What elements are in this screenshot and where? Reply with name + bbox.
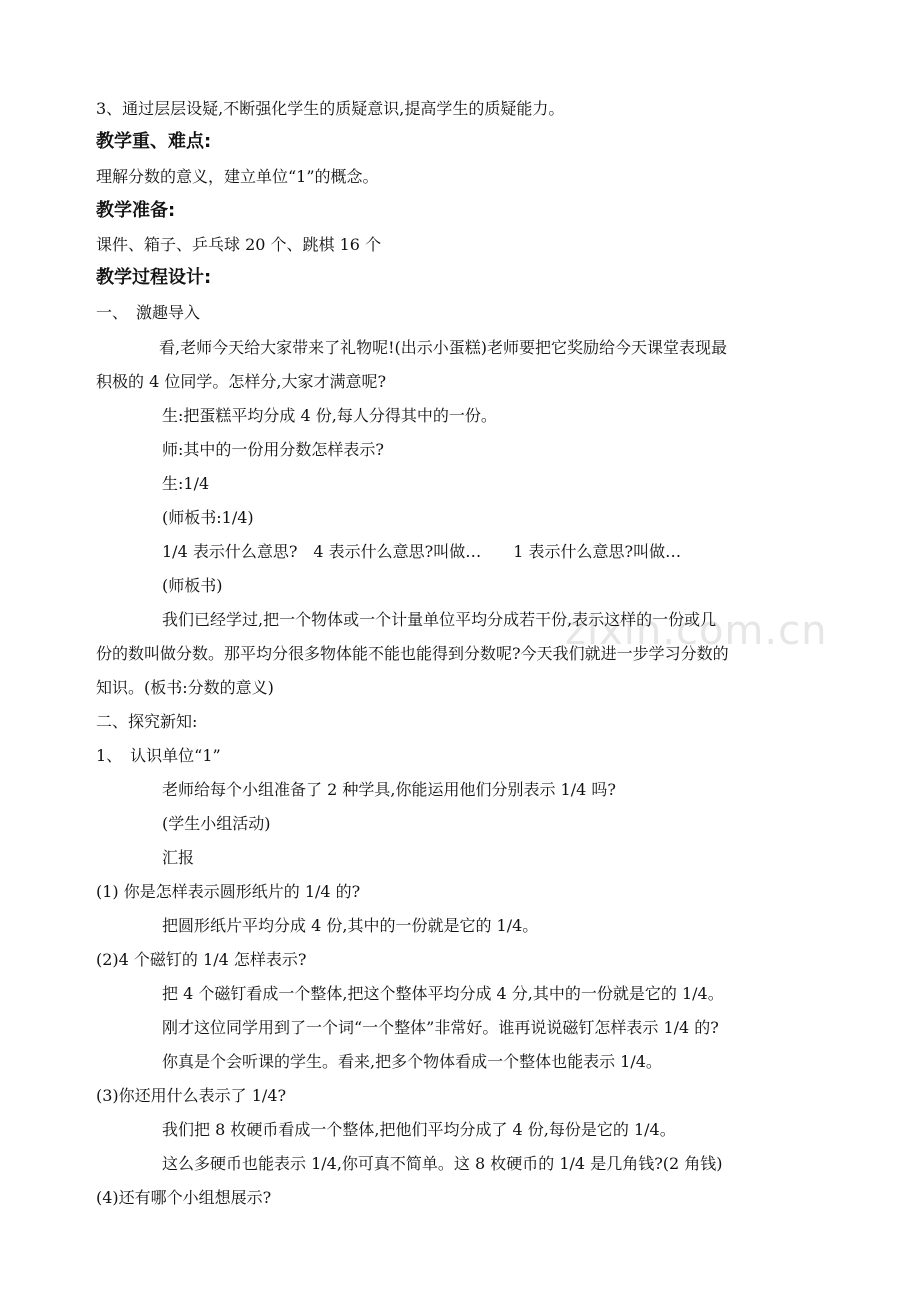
paragraph-line: 我们已经学过,把一个物体或一个计量单位平均分成若干份,表示这样的一份或几 (162, 610, 717, 629)
question-item: (3)你还用什么表示了 1/4? (96, 1086, 287, 1105)
watermark: zixin.com.cn (565, 608, 828, 654)
paragraph-line: 汇报 (162, 848, 195, 867)
answer-line: 你真是个会听课的学生。看来,把多个物体看成一个整体也能表示 1/4。 (162, 1052, 662, 1071)
answer-line: 把圆形纸片平均分成 4 份,其中的一份就是它的 1/4。 (162, 916, 539, 935)
answer-line: 这么多硬币也能表示 1/4,你可真不简单。这 8 枚硬币的 1/4 是几角钱?(2 角钱) (162, 1154, 723, 1173)
paragraph-line: 老师给每个小组准备了 2 种学具,你能运用他们分别表示 1/4 吗? (162, 780, 616, 799)
dialogue-line: (师板书:1/4) (162, 508, 254, 527)
preparation-text: 课件、箱子、乒乓球 20 个、跳棋 16 个 (96, 235, 382, 254)
subsection-title: 1、 认识单位“1” (96, 746, 221, 765)
paragraph-line: 积极的 4 位同学。怎样分,大家才满意呢? (96, 372, 387, 391)
dialogue-line: (师板书) (162, 576, 223, 595)
dialogue-line: 1/4 表示什么意思? 4 表示什么意思?叫做… 1 表示什么意思?叫做… (162, 542, 682, 561)
answer-line: 我们把 8 枚硬币看成一个整体,把他们平均分成了 4 份,每份是它的 1/4。 (162, 1120, 676, 1139)
answer-line: 刚才这位同学用到了一个词“一个整体”非常好。谁再说说磁钉怎样表示 1/4 的? (162, 1018, 719, 1037)
dialogue-line: 生:1/4 (162, 474, 210, 493)
heading-key-points: 教学重、难点: (96, 131, 212, 152)
heading-process: 教学过程设计: (96, 267, 212, 288)
heading-preparation: 教学准备: (96, 200, 176, 221)
question-item: (4)还有哪个小组想展示? (96, 1188, 272, 1207)
question-item: (1) 你是怎样表示圆形纸片的 1/4 的? (96, 882, 361, 901)
answer-line: 把 4 个磁钉看成一个整体,把这个整体平均分成 4 分,其中的一份就是它的 1/4。 (162, 984, 724, 1003)
key-points-text: 理解分数的意义，建立单位“1”的概念。 (96, 167, 379, 186)
dialogue-line: 生:把蛋糕平均分成 4 份,每人分得其中的一份。 (162, 406, 497, 425)
paragraph-line: 份的数叫做分数。那平均分很多物体能不能也能得到分数呢?今天我们就进一步学习分数的 (96, 644, 729, 663)
section-2-title: 二、探究新知: (96, 712, 198, 731)
question-item: (2)4 个磁钉的 1/4 怎样表示? (96, 950, 307, 969)
paragraph-line: 知识。(板书:分数的意义) (96, 678, 274, 697)
paragraph-line: (学生小组活动) (162, 814, 271, 833)
section-1-title: 一、 激趣导入 (96, 303, 201, 322)
paragraph-line: 看,老师今天给大家带来了礼物呢!(出示小蛋糕)老师要把它奖励给今天课堂表现最 (159, 338, 728, 357)
objective-3: 3、通过层层设疑,不断强化学生的质疑意识,提高学生的质疑能力。 (96, 99, 565, 118)
dialogue-line: 师:其中的一份用分数怎样表示? (162, 440, 384, 459)
